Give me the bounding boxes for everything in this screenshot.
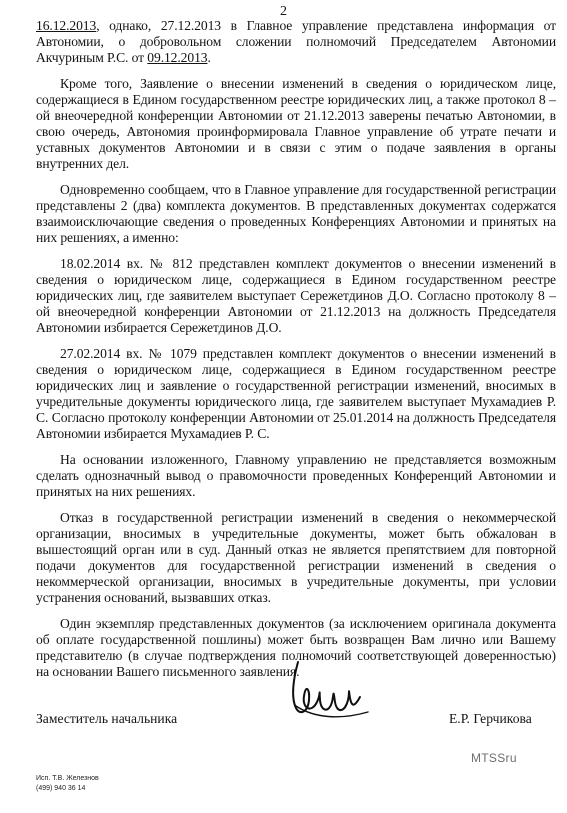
letter-body xyxy=(36,18,556,680)
paragraph-8: Один экземпляр представленных документов (за исключением оригинала документа об оплате государственной пошлины) может быть возвращен Вам лично или Вашему представителю (в случае подтверждения полномочий соответствующей доверенностью) на основании Вашего письменного заявления. xyxy=(36,616,556,679)
date-underlined: 09.12.2013 xyxy=(147,50,208,65)
watermark: MTSSru xyxy=(471,751,517,765)
signer-name: Е.Р. Герчикова xyxy=(449,711,532,726)
paragraph-text: , однако, 27.12.2013 в Главное управление представлена информация от Автономии, о добровольном сложении полномочий Председателем Автономии Акчуриным Р.С. от xyxy=(36,18,556,65)
paragraph-4: 18.02.2014 вх. № 812 представлен комплект документов о внесении изменений в сведения о юридическом лице, содержащиеся в Едином государственном реестре юридических лиц, где заявителем выступает Сережетдинов Д.О. Согласно протоколу 8 – ой внеочередной конференции Автономии от 21.12.2013 на должность Председателя Автономии избирается Сережетдинов Д.О. xyxy=(36,256,556,335)
date-underlined: 16.12.2013 xyxy=(36,18,97,33)
paragraph-5: 27.02.2014 вх. № 1079 представлен комплект документов о внесении изменений в сведения о юридическом лице, содержащиеся в Едином государственном реестре юридических лиц и заявление о государственной регистрации изменений, вносимых в учредительные документы юридического лица, где заявителем выступает Мухамадиев Р. С. Согласно протоколу конференции Автономии от 25.01.2014 на должность Председателя Автономии избирается Мухамадиев Р. С. xyxy=(36,346,556,441)
paragraph-3: Одновременно сообщаем, что в Главное управление для государственной регистрации представлены 2 (два) комплекта документов. В представленных документах содержатся взаимоисключающие сведения о проведенных Конференциях Автономии и принятых на них решениях, а именно: xyxy=(36,182,556,245)
paragraph-2: Кроме того, Заявление о внесении изменений в сведения о юридическом лице, содержащиеся в Едином государственном реестре юридических лиц, а также протокол 8 – ой внеочередной конференции Автономии от 21.12.2013 заверены печатью Автономии, в свою очередь, Автономия проинформировала Главное управление об утрате печати и уставных документов Автономии и в связи с этим о подаче заявления в органы внутренних дел. xyxy=(36,76,556,171)
paragraph-1 xyxy=(36,18,556,66)
executor-name: Исп. Т.В. Железнов xyxy=(36,775,99,782)
handwritten-signature xyxy=(284,650,374,725)
signer-title: Заместитель начальника xyxy=(36,711,178,726)
executor-info xyxy=(36,774,99,794)
paragraph-6: На основании изложенного, Главному управлению не представляется возможным сделать однозначный вывод о правомочности проведенных Конференций Автономии и принятых на них решениях. xyxy=(36,452,556,499)
paragraph-text: . xyxy=(207,50,211,65)
executor-phone: (499) 940 36 14 xyxy=(36,785,86,792)
paragraph-7: Отказ в государственной регистрации изменений в сведения о некоммерческой организации, вносимых в учредительные документы, может быть обжалован в вышестоящий орган или в суд. Данный отказ не является препятствием для повторной подачи документов для государственной регистрации изменений в сведения о некоммерческой организации, вносимых в учредительные документы, при условии устранения оснований, вызвавших отказ. xyxy=(36,510,556,605)
page-number: 2 xyxy=(280,4,287,19)
